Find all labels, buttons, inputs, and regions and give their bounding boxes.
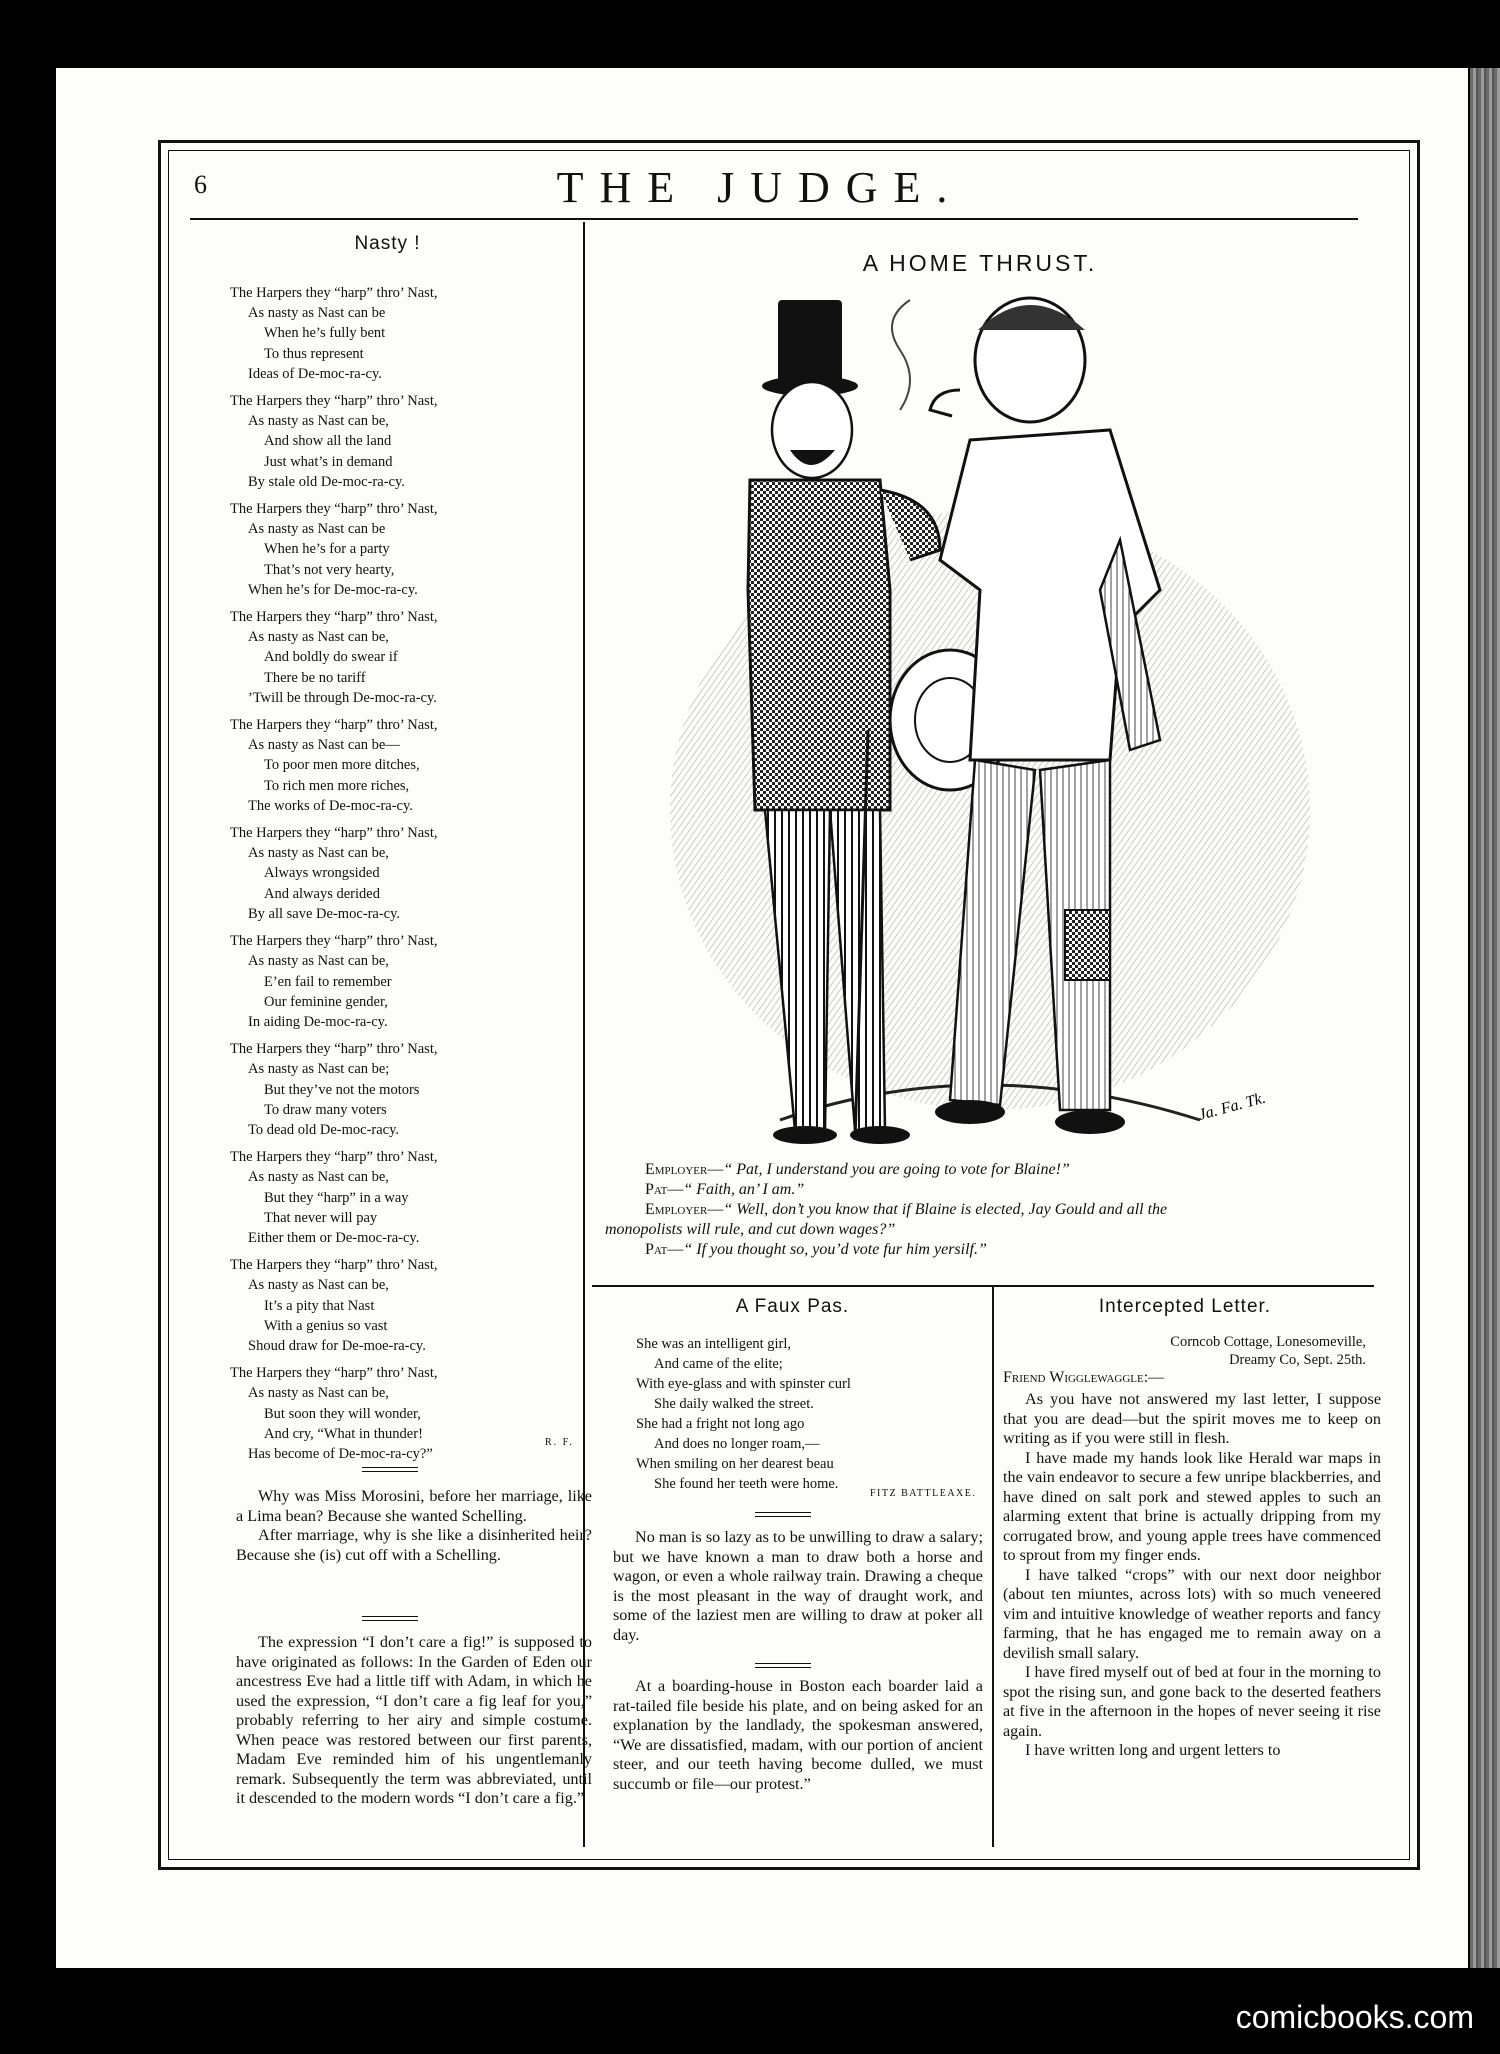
poem-line: As nasty as Nast can be, bbox=[248, 413, 389, 430]
poem-line: And boldly do swear if bbox=[264, 649, 398, 666]
poem-line: And cry, “What in thunder! bbox=[264, 1425, 423, 1442]
letter-address-line1: Corncob Cottage, Lonesomeville, bbox=[1170, 1334, 1366, 1350]
poem-line: As nasty as Nast can be bbox=[248, 305, 386, 322]
poem-line: The works of De-moc-ra-cy. bbox=[248, 797, 413, 814]
page-stack-edge bbox=[1470, 68, 1500, 1968]
poem-line: In aiding De-moc-ra-cy. bbox=[248, 1013, 388, 1030]
section-divider bbox=[592, 1285, 1374, 1287]
faux-pas-signature: FITZ BATTLEAXE. bbox=[870, 1488, 977, 1499]
letter-title: Intercepted Letter. bbox=[1098, 1296, 1272, 1317]
poem-stanza bbox=[230, 499, 570, 600]
page-number: 6 bbox=[194, 170, 207, 199]
poem-line: When he’s fully bent bbox=[264, 325, 386, 342]
poem-line: Our feminine gender, bbox=[264, 993, 388, 1010]
poem-line: The Harpers they “harp” thro’ Nast, bbox=[230, 933, 438, 950]
poem-line: To draw many voters bbox=[264, 1101, 387, 1118]
poem-line: The Harpers they “harp” thro’ Nast, bbox=[230, 1041, 438, 1058]
caption-speaker: Pat— bbox=[645, 1241, 684, 1258]
caption-speaker: Employer— bbox=[645, 1201, 724, 1218]
poem-line: To dead old De-moc-racy. bbox=[248, 1121, 400, 1138]
faux-pas-line: She was an intelligent girl, bbox=[636, 1336, 792, 1352]
poem-line: When he’s for De-moc-ra-cy. bbox=[248, 581, 418, 598]
poem-line: That’s not very hearty, bbox=[264, 561, 395, 578]
poem-stanza bbox=[230, 1363, 570, 1464]
faux-pas-line: She daily walked the street. bbox=[654, 1396, 814, 1412]
letter-paragraph: I have made my hands look like Herald war maps in the vain endeavor to secure a few unripe blackberries, and have dined on salt pork and stewed apples to such an alarming extent that brine is actually dripping from my corrugated brow, and young apple trees have commenced to sprout from my finger ends. bbox=[1003, 1448, 1381, 1564]
caption-text: “ Pat, I understand you are going to vote for Blaine!” bbox=[723, 1161, 1070, 1178]
poem-stanza bbox=[230, 283, 570, 384]
caption-line bbox=[605, 1180, 1380, 1200]
faux-pas-line: With eye-glass and with spinster curl bbox=[636, 1376, 851, 1392]
poem-stanza bbox=[230, 391, 570, 492]
poem-line: When he’s for a party bbox=[264, 541, 390, 558]
letter-paragraph: I have fired myself out of bed at four in the morning to spot the rising sun, and gone back to the deserted feathers at five in the afternoon in the hopes of never seeing it rise again. bbox=[1003, 1663, 1381, 1740]
poem-stanza bbox=[230, 607, 570, 708]
caption-speaker: Employer— bbox=[645, 1161, 724, 1178]
poem-body bbox=[230, 283, 570, 1471]
poem-line: Either them or De-moc-ra-cy. bbox=[248, 1229, 420, 1246]
faux-pas-poem bbox=[636, 1334, 976, 1494]
poem-line: The Harpers they “harp” thro’ Nast, bbox=[230, 285, 438, 301]
caption-text: monopolists will rule, and cut down wages?” bbox=[605, 1221, 896, 1238]
poem-line: As nasty as Nast can be— bbox=[248, 737, 400, 754]
poem-stanza bbox=[230, 1147, 570, 1248]
caption-line bbox=[605, 1160, 1380, 1180]
faux-pas-title: A Faux Pas. bbox=[735, 1296, 850, 1317]
masthead-rule bbox=[190, 218, 1358, 220]
morosini-answer: After marriage, why is she like a disinherited heir? Because she (is) cut off with a Schelling. bbox=[236, 1526, 592, 1564]
poem-line: Just what’s in demand bbox=[264, 453, 393, 470]
poem-line: To rich men more riches, bbox=[264, 777, 410, 794]
poem-line: To thus represent bbox=[264, 345, 364, 362]
poem-line: The Harpers they “harp” thro’ Nast, bbox=[230, 501, 438, 518]
poem-line: The Harpers they “harp” thro’ Nast, bbox=[230, 717, 438, 734]
poem-line: As nasty as Nast can be, bbox=[248, 1169, 389, 1186]
poem-line: But they “harp” in a way bbox=[264, 1189, 409, 1206]
column-divider bbox=[583, 222, 585, 1847]
poem-line: As nasty as Nast can be, bbox=[248, 1277, 389, 1294]
poem-line: With a genius so vast bbox=[264, 1317, 388, 1334]
poem-line: As nasty as Nast can be; bbox=[248, 1061, 390, 1078]
letter-body bbox=[1003, 1390, 1381, 1761]
poem-line: As nasty as Nast can be, bbox=[248, 1385, 389, 1402]
poem-line: To poor men more ditches, bbox=[264, 757, 420, 774]
caption-text: “ Faith, an’ I am.” bbox=[683, 1181, 805, 1198]
artist-signature: Ja. Fa. Tk. bbox=[1196, 1089, 1268, 1124]
poem-line: Always wrongsided bbox=[264, 865, 380, 882]
poem-title: Nasty ! bbox=[354, 233, 421, 254]
watermark: comicbooks.com bbox=[1235, 1999, 1474, 2035]
letter-address bbox=[1000, 1333, 1366, 1369]
ornament-divider bbox=[755, 1663, 811, 1664]
poem-stanza bbox=[230, 1039, 570, 1140]
fig-article bbox=[236, 1633, 592, 1809]
poem-line: Has become of De-moc-ra-cy?” bbox=[248, 1445, 433, 1462]
letter-salutation: Friend Wigglewaggle:— bbox=[1003, 1369, 1165, 1386]
faux-pas-line: When smiling on her dearest beau bbox=[636, 1456, 834, 1472]
caption-line bbox=[605, 1220, 1380, 1240]
lazy-paragraph: No man is so lazy as to be unwilling to draw a salary; but we have known a man to draw both a horse and wagon, or even a whole railway train. Drawing a cheque is the most pleasant in the way of draught work, and some of the laziest men are willing to draw at poker all day. bbox=[613, 1528, 983, 1644]
cartoon-caption bbox=[605, 1160, 1380, 1260]
fig-paragraph: The expression “I don’t care a fig!” is supposed to have originated as follows: In the Garden of Eden our ancestress Eve had a little tiff with Adam, in which he used the expression, “I don’t care a fig leaf for you,” probably referring to her airy and simple costume. When peace was restored between our first parents, Madam Eve reminded him of his ungentlemanly remark. Subsequently the term was abbreviated, until it descended to the modern words “I don’t care a fig.” bbox=[236, 1633, 592, 1807]
poem-line: ’Twill be through De-moc-ra-cy. bbox=[248, 689, 437, 706]
poem-line: E’en fail to remember bbox=[264, 973, 392, 990]
poem-signature: R. F. bbox=[545, 1437, 574, 1448]
faux-pas-line: And came of the elite; bbox=[654, 1356, 783, 1372]
poem-line: The Harpers they “harp” thro’ Nast, bbox=[230, 1365, 438, 1382]
morosini-question: Why was Miss Morosini, before her marriage, like a Lima bean? Because she wanted Schelling. bbox=[236, 1487, 592, 1525]
poem-line: And always derided bbox=[264, 885, 380, 902]
poem-line: Shoud draw for De-moe-ra-cy. bbox=[248, 1337, 426, 1354]
poem-line: As nasty as Nast can be, bbox=[248, 953, 389, 970]
faux-pas-line: She had a fright not long ago bbox=[636, 1416, 805, 1432]
lazy-article bbox=[613, 1528, 983, 1645]
poem-stanza bbox=[230, 1255, 570, 1356]
caption-text: “ Well, don’t you know that if Blaine is elected, Jay Gould and all the bbox=[723, 1201, 1168, 1218]
caption-speaker: Pat— bbox=[645, 1181, 684, 1198]
poem-line: It’s a pity that Nast bbox=[264, 1297, 375, 1314]
poem-stanza bbox=[230, 931, 570, 1032]
letter-paragraph: I have talked “crops” with our next door neighbor (about ten miuntes, across lots) with so much veneered vim and intuitive knowledge of weather reports and fancy farming, that he has engaged me to remain away on a devilish small salary. bbox=[1003, 1565, 1381, 1662]
cartoon-title: A HOME THRUST. bbox=[862, 250, 1098, 276]
poem-line: As nasty as Nast can be, bbox=[248, 629, 389, 646]
poem-line: As nasty as Nast can be, bbox=[248, 845, 389, 862]
ornament-divider bbox=[755, 1512, 811, 1513]
poem-line: There be no tariff bbox=[264, 669, 366, 686]
poem-line: The Harpers they “harp” thro’ Nast, bbox=[230, 1257, 438, 1274]
poem-line: The Harpers they “harp” thro’ Nast, bbox=[230, 609, 438, 626]
poem-line: But they’ve not the motors bbox=[264, 1081, 420, 1098]
poem-line: As nasty as Nast can be bbox=[248, 521, 386, 538]
poem-line: The Harpers they “harp” thro’ Nast, bbox=[230, 1149, 438, 1166]
ornament-divider bbox=[362, 1616, 418, 1617]
column-divider-lower bbox=[992, 1287, 994, 1847]
poem-line: And show all the land bbox=[264, 433, 392, 450]
masthead-title: THE JUDGE. bbox=[556, 163, 964, 212]
boarding-paragraph: At a boarding-house in Boston each boarder laid a rat-tailed file beside his plate, and on being asked for an explanation by the landlady, the spokesman answered, “We are dissatisfied, madam, with our portion of ancient steer, and our teeth having become dulled, we must succumb or file—our protest.” bbox=[613, 1677, 983, 1793]
caption-line bbox=[605, 1200, 1380, 1220]
poem-line: Ideas of De-moc-ra-cy. bbox=[248, 365, 382, 382]
poem-line: By stale old De-moc-ra-cy. bbox=[248, 473, 405, 490]
poem-stanza bbox=[230, 823, 570, 924]
faux-pas-line: She found her teeth were home. bbox=[654, 1476, 839, 1492]
letter-paragraph: As you have not answered my last letter, I suppose that you are dead—but the spirit moves me to keep on writing as if you were still in flesh. bbox=[1003, 1390, 1381, 1447]
poem-line: The Harpers they “harp” thro’ Nast, bbox=[230, 393, 438, 410]
poem-stanza bbox=[230, 715, 570, 816]
poem-line: But soon they will wonder, bbox=[264, 1405, 421, 1422]
letter-address-line2: Dreamy Co, Sept. 25th. bbox=[1229, 1352, 1366, 1368]
caption-line bbox=[605, 1240, 1380, 1260]
poem-line: The Harpers they “harp” thro’ Nast, bbox=[230, 825, 438, 842]
faux-pas-line: And does no longer roam,— bbox=[654, 1436, 820, 1452]
ornament-divider bbox=[362, 1467, 418, 1468]
poem-line: By all save De-moc-ra-cy. bbox=[248, 905, 401, 922]
boarding-article bbox=[613, 1677, 983, 1794]
letter-paragraph: I have written long and urgent letters to bbox=[1025, 1741, 1281, 1759]
caption-text: “ If you thought so, you’d vote fur him yersilf.” bbox=[683, 1241, 987, 1258]
poem-line: That never will pay bbox=[264, 1209, 378, 1226]
morosini-joke bbox=[236, 1487, 592, 1565]
cartoon-illustration bbox=[640, 290, 1320, 1150]
